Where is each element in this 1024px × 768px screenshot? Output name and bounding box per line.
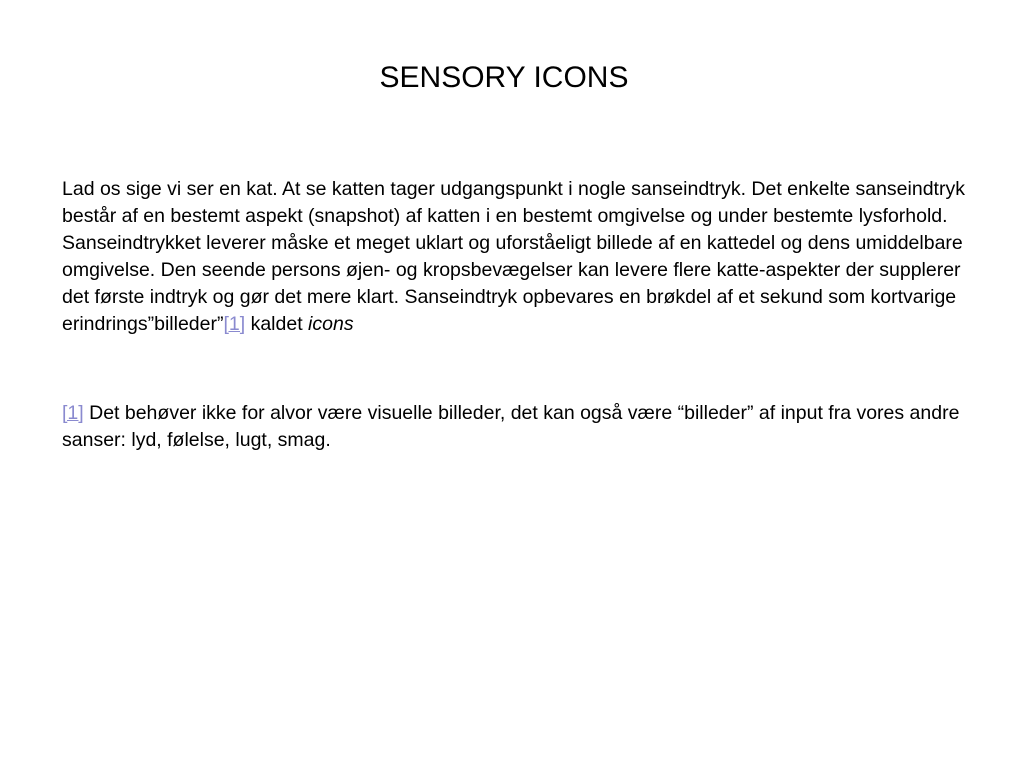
footnote-text: Det behøver ikke for alvor være visuelle billeder, det kan også være “billeder” af input fra vores andre sanser: lyd, følelse, lugt, smag. [62, 402, 960, 451]
body-paragraph [62, 176, 992, 338]
slide-title: SENSORY ICONS [379, 61, 629, 94]
body-emphasis-term: icons [308, 313, 354, 335]
footnote [62, 400, 992, 454]
footnote-backlink[interactable]: [1] [62, 402, 84, 424]
body-text: Lad os sige vi ser en kat. At se katten tager udgangspunkt i nogle sanseindtryk. Det enkelte sanseindtryk består af en bestemt aspekt (snapshot) af katten i en bestemt omgivelse og under bestemte lysforhold. Sanseindtrykket leverer måske et meget uklart og uforståeligt billede af en kattedel og dens umiddelbare omgivelse. Den seende persons øjen- og kropsbevægelser kan levere flere katte-aspekter der supplerer det første indtryk og gør det mere klart. Sanseindtryk opbevares en brøkdel af et sekund som kortvarige erindrings”billeder” [62, 178, 965, 335]
body-after-reference: kaldet [245, 313, 309, 335]
footnote-reference-link[interactable]: [1] [223, 313, 246, 335]
